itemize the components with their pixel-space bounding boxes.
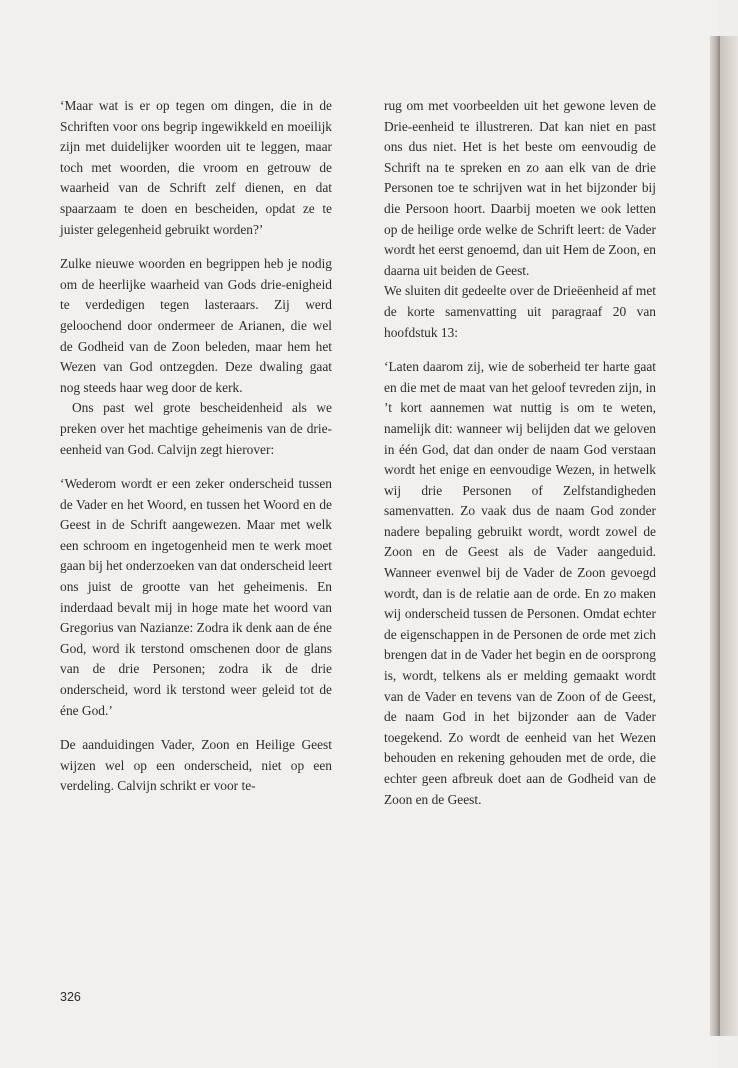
- body-paragraph: rug om met voorbeelden uit het gewone leven de Drie-eenheid te illustreren. Dat kan niet en past ons dus niet. Het is het beste om eenvoudig de Schrift na te spreken en zo aan elk van de drie Personen toe te schrijven wat in het bijzonder bij die Persoon hoort. Daarbij moeten we ook letten op de heilige orde welke de Schrift leert: de Vader wordt het eerst genoemd, dan uit Hem de Zoon, en daarna uit beiden de Geest.: [384, 98, 656, 278]
- right-column: [384, 96, 656, 810]
- book-spine-shadow: [710, 36, 720, 1036]
- quote-paragraph: ‘Wederom wordt er een zeker onderscheid tussen de Vader en het Woord, en tussen het Woord en de Geest in de Schrift aangewezen. Maar met welk een schroom en ingetogenheid men te werk moet gaan bij het onderzoeken van dat onderscheid leert ons juist de grootte van het geheimenis. En inderdaad bevalt mij in hoge mate het woord van Gregorius van Nazianze: Zodra ik denk aan de éne God, word ik terstond omschenen door de glans van de drie Personen; zodra ik de drie onderscheid, word ik terstond weer geleid tot de éne God.’: [60, 476, 332, 718]
- facing-page-edge: [720, 36, 738, 1036]
- page-number: 326: [60, 990, 81, 1004]
- body-paragraph: Ons past wel grote bescheidenheid als we preken over het machtige geheimenis van de drie-eenheid van God. Calvijn zegt hierover:: [60, 400, 332, 457]
- body-paragraph: We sluiten dit gedeelte over de Drieëenheid af met de korte samenvatting uit paragraaf 20 van hoofdstuk 13:: [384, 283, 656, 340]
- left-column: [60, 96, 332, 797]
- quote-paragraph: ‘Laten daarom zij, wie de soberheid ter harte gaat en die met de maat van het geloof tevreden zijn, in ’t kort aannemen wat nuttig is om te weten, namelijk dit: wanneer wij belijden dat we geloven in één God, dat dan onder de naam God verstaan wordt het enige en eenvoudige Wezen, in hetwelk wij drie Personen of Zelfstandigheden samenvatten. Zo vaak dus de naam God zonder nadere bepaling gebruikt wordt, wordt zowel de Zoon en de Geest als de Vader aangeduid. Wanneer evenwel bij de Vader de Zoon gevoegd wordt, dan is de relatie aan de orde. En zo maken wij onderscheid tussen de Personen. Omdat echter de eigenschappen in de Personen de orde met zich brengen dat in de Vader het begin en de oorsprong is, wordt, telkens als er melding gemaakt wordt van de Vader en tevens van de Zoon of de Geest, de naam God in het bijzonder aan de Vader toegekend. Zo wordt de eenheid van het Wezen behouden en rekening gehouden met de orde, die echter geen afbreuk doet aan de Godheid van de Zoon en de Geest.: [384, 359, 656, 807]
- quote-paragraph: ‘Maar wat is er op tegen om dingen, die in de Schriften voor ons begrip ingewikkeld en moeilijk zijn met duidelijker woorden uit te leggen, maar toch met woorden, die vroom en getrouw de waarheid van de Schrift zelf dienen, en dat spaarzaam te doen en bescheiden, opdat ze te juister gelegenheid gebruikt worden?’: [60, 98, 332, 237]
- body-paragraph: Zulke nieuwe woorden en begrippen heb je nodig om de heerlijke waarheid van Gods drie-enigheid te verdedigen tegen lasteraars. Zij werd geloochend door ondermeer de Arianen, die wel de Godheid van de Zoon beleden, maar hem het Wezen van God ontzegden. Deze dwaling gaat nog steeds haar weg door de kerk.: [60, 256, 332, 395]
- body-paragraph: De aanduidingen Vader, Zoon en Heilige Geest wijzen wel op een onderscheid, niet op een verdeling. Calvijn schrikt er voor te-: [60, 737, 332, 794]
